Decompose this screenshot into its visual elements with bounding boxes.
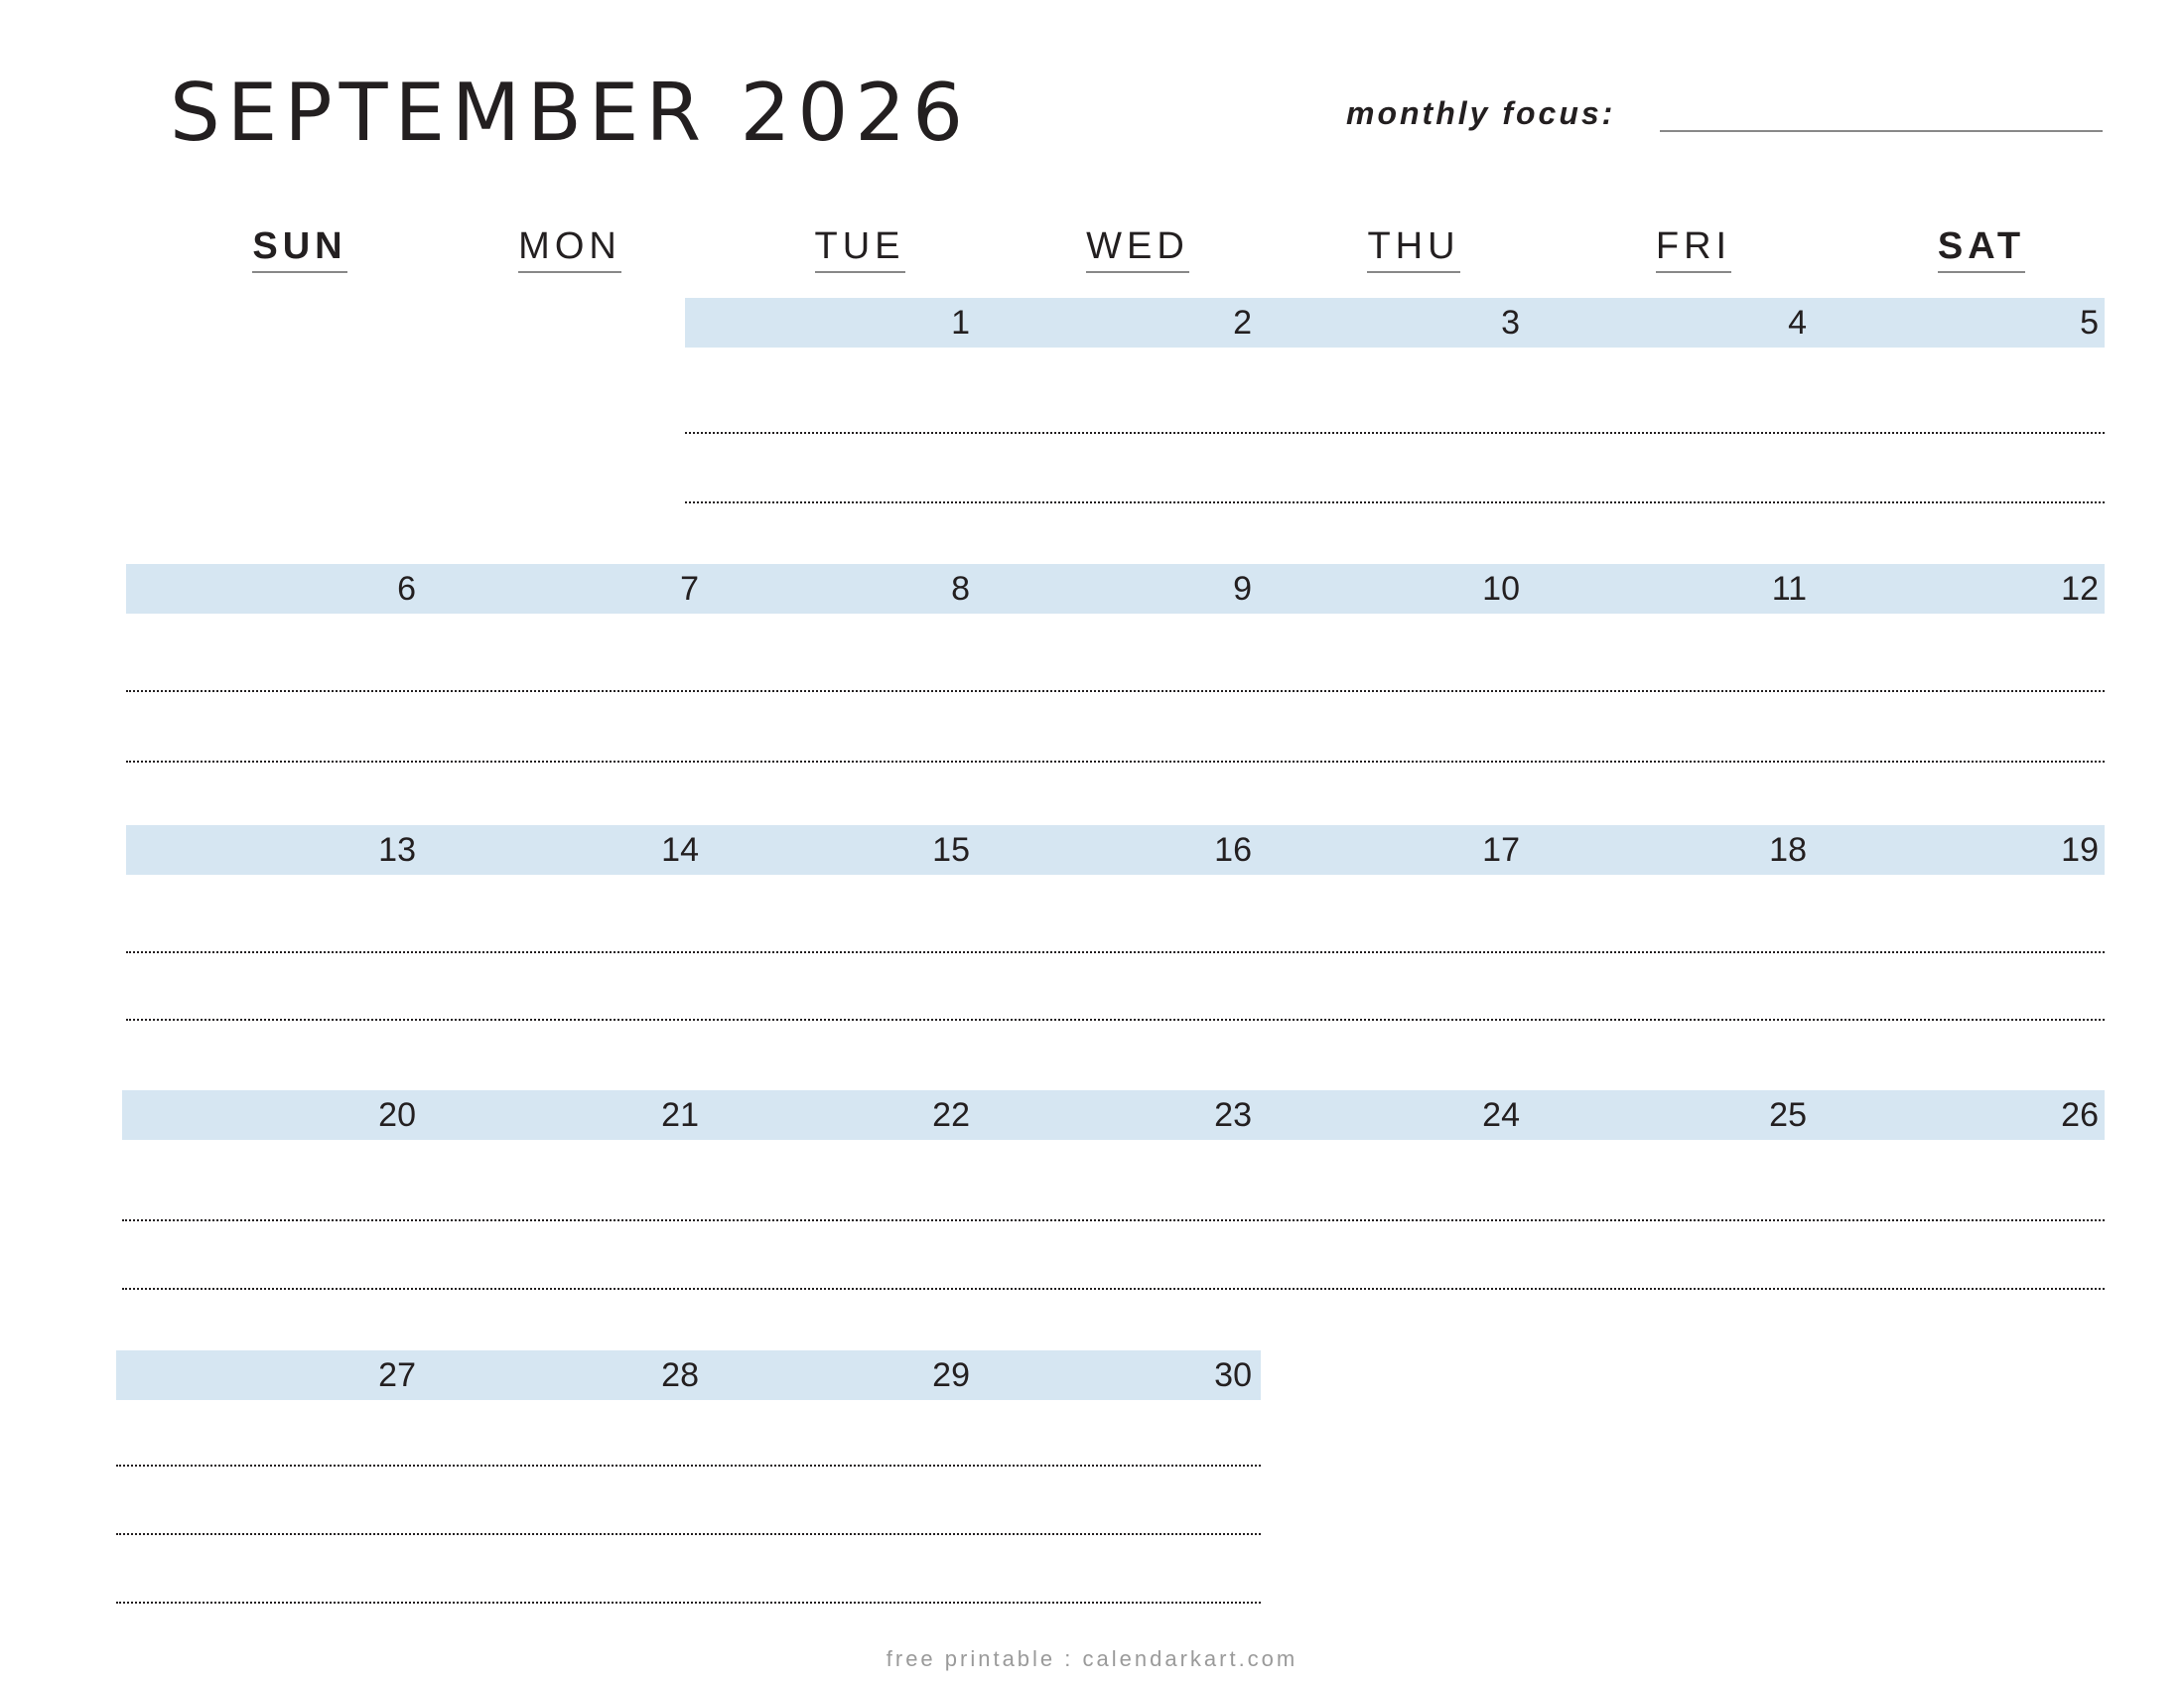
date-number: 26: [2061, 1096, 2099, 1134]
date-number: 8: [951, 570, 970, 608]
week-band: [122, 1090, 2105, 1140]
weekday-label: SUN: [252, 222, 346, 273]
weekday-label: WED: [1086, 222, 1189, 273]
weekday-sat: [1882, 222, 2081, 273]
week-band: [126, 564, 2105, 614]
note-line[interactable]: [116, 1465, 1261, 1467]
date-number: 17: [1482, 831, 1520, 869]
date-number: 27: [378, 1356, 416, 1394]
date-number: 30: [1214, 1356, 1252, 1394]
note-line[interactable]: [116, 1533, 1261, 1535]
date-number: 29: [932, 1356, 970, 1394]
weekday-tue: [760, 222, 959, 273]
date-number: 11: [1771, 570, 1807, 608]
note-line[interactable]: [685, 432, 2105, 434]
date-number: 15: [932, 831, 970, 869]
weekday-label: SAT: [1938, 222, 2025, 273]
date-number: 23: [1214, 1096, 1252, 1134]
weekday-sun: [201, 222, 399, 273]
note-line[interactable]: [122, 1288, 2105, 1290]
note-line[interactable]: [116, 1602, 1261, 1604]
week-band: [126, 825, 2105, 875]
date-number: 18: [1769, 831, 1807, 869]
monthly-focus-label: monthly focus:: [1346, 95, 1616, 131]
date-number: 13: [378, 831, 416, 869]
note-line[interactable]: [126, 761, 2105, 763]
date-number: 2: [1233, 304, 1252, 342]
weekday-mon: [471, 222, 669, 273]
weekday-label: THU: [1367, 222, 1459, 273]
weekday-label: TUE: [815, 222, 905, 273]
weekday-label: MON: [518, 222, 621, 273]
note-line[interactable]: [126, 951, 2105, 953]
date-number: 1: [951, 304, 970, 342]
date-number: 24: [1482, 1096, 1520, 1134]
date-number: 12: [2061, 570, 2099, 608]
date-number: 19: [2061, 831, 2099, 869]
date-number: 22: [932, 1096, 970, 1134]
weekday-wed: [1038, 222, 1237, 273]
date-number: 25: [1769, 1096, 1807, 1134]
date-number: 4: [1788, 304, 1807, 342]
date-number: 16: [1214, 831, 1252, 869]
note-line[interactable]: [685, 501, 2105, 503]
date-number: 21: [661, 1096, 699, 1134]
date-number: 3: [1501, 304, 1520, 342]
date-number: 9: [1233, 570, 1252, 608]
monthly-focus-line[interactable]: [1660, 130, 2103, 132]
date-number: 7: [680, 570, 699, 608]
footer-credit: free printable : calendarkart.com: [886, 1646, 1298, 1671]
note-line[interactable]: [122, 1219, 2105, 1221]
date-number: 14: [661, 831, 699, 869]
page-title: SEPTEMBER 2026: [170, 67, 971, 159]
weekday-fri: [1594, 222, 1793, 273]
note-line[interactable]: [126, 1019, 2105, 1021]
note-line[interactable]: [126, 690, 2105, 692]
date-number: 28: [661, 1356, 699, 1394]
date-number: 20: [378, 1096, 416, 1134]
weekday-thu: [1314, 222, 1513, 273]
weekday-label: FRI: [1656, 222, 1731, 273]
date-number: 10: [1482, 570, 1520, 608]
date-number: 5: [2080, 304, 2099, 342]
date-number: 6: [397, 570, 416, 608]
